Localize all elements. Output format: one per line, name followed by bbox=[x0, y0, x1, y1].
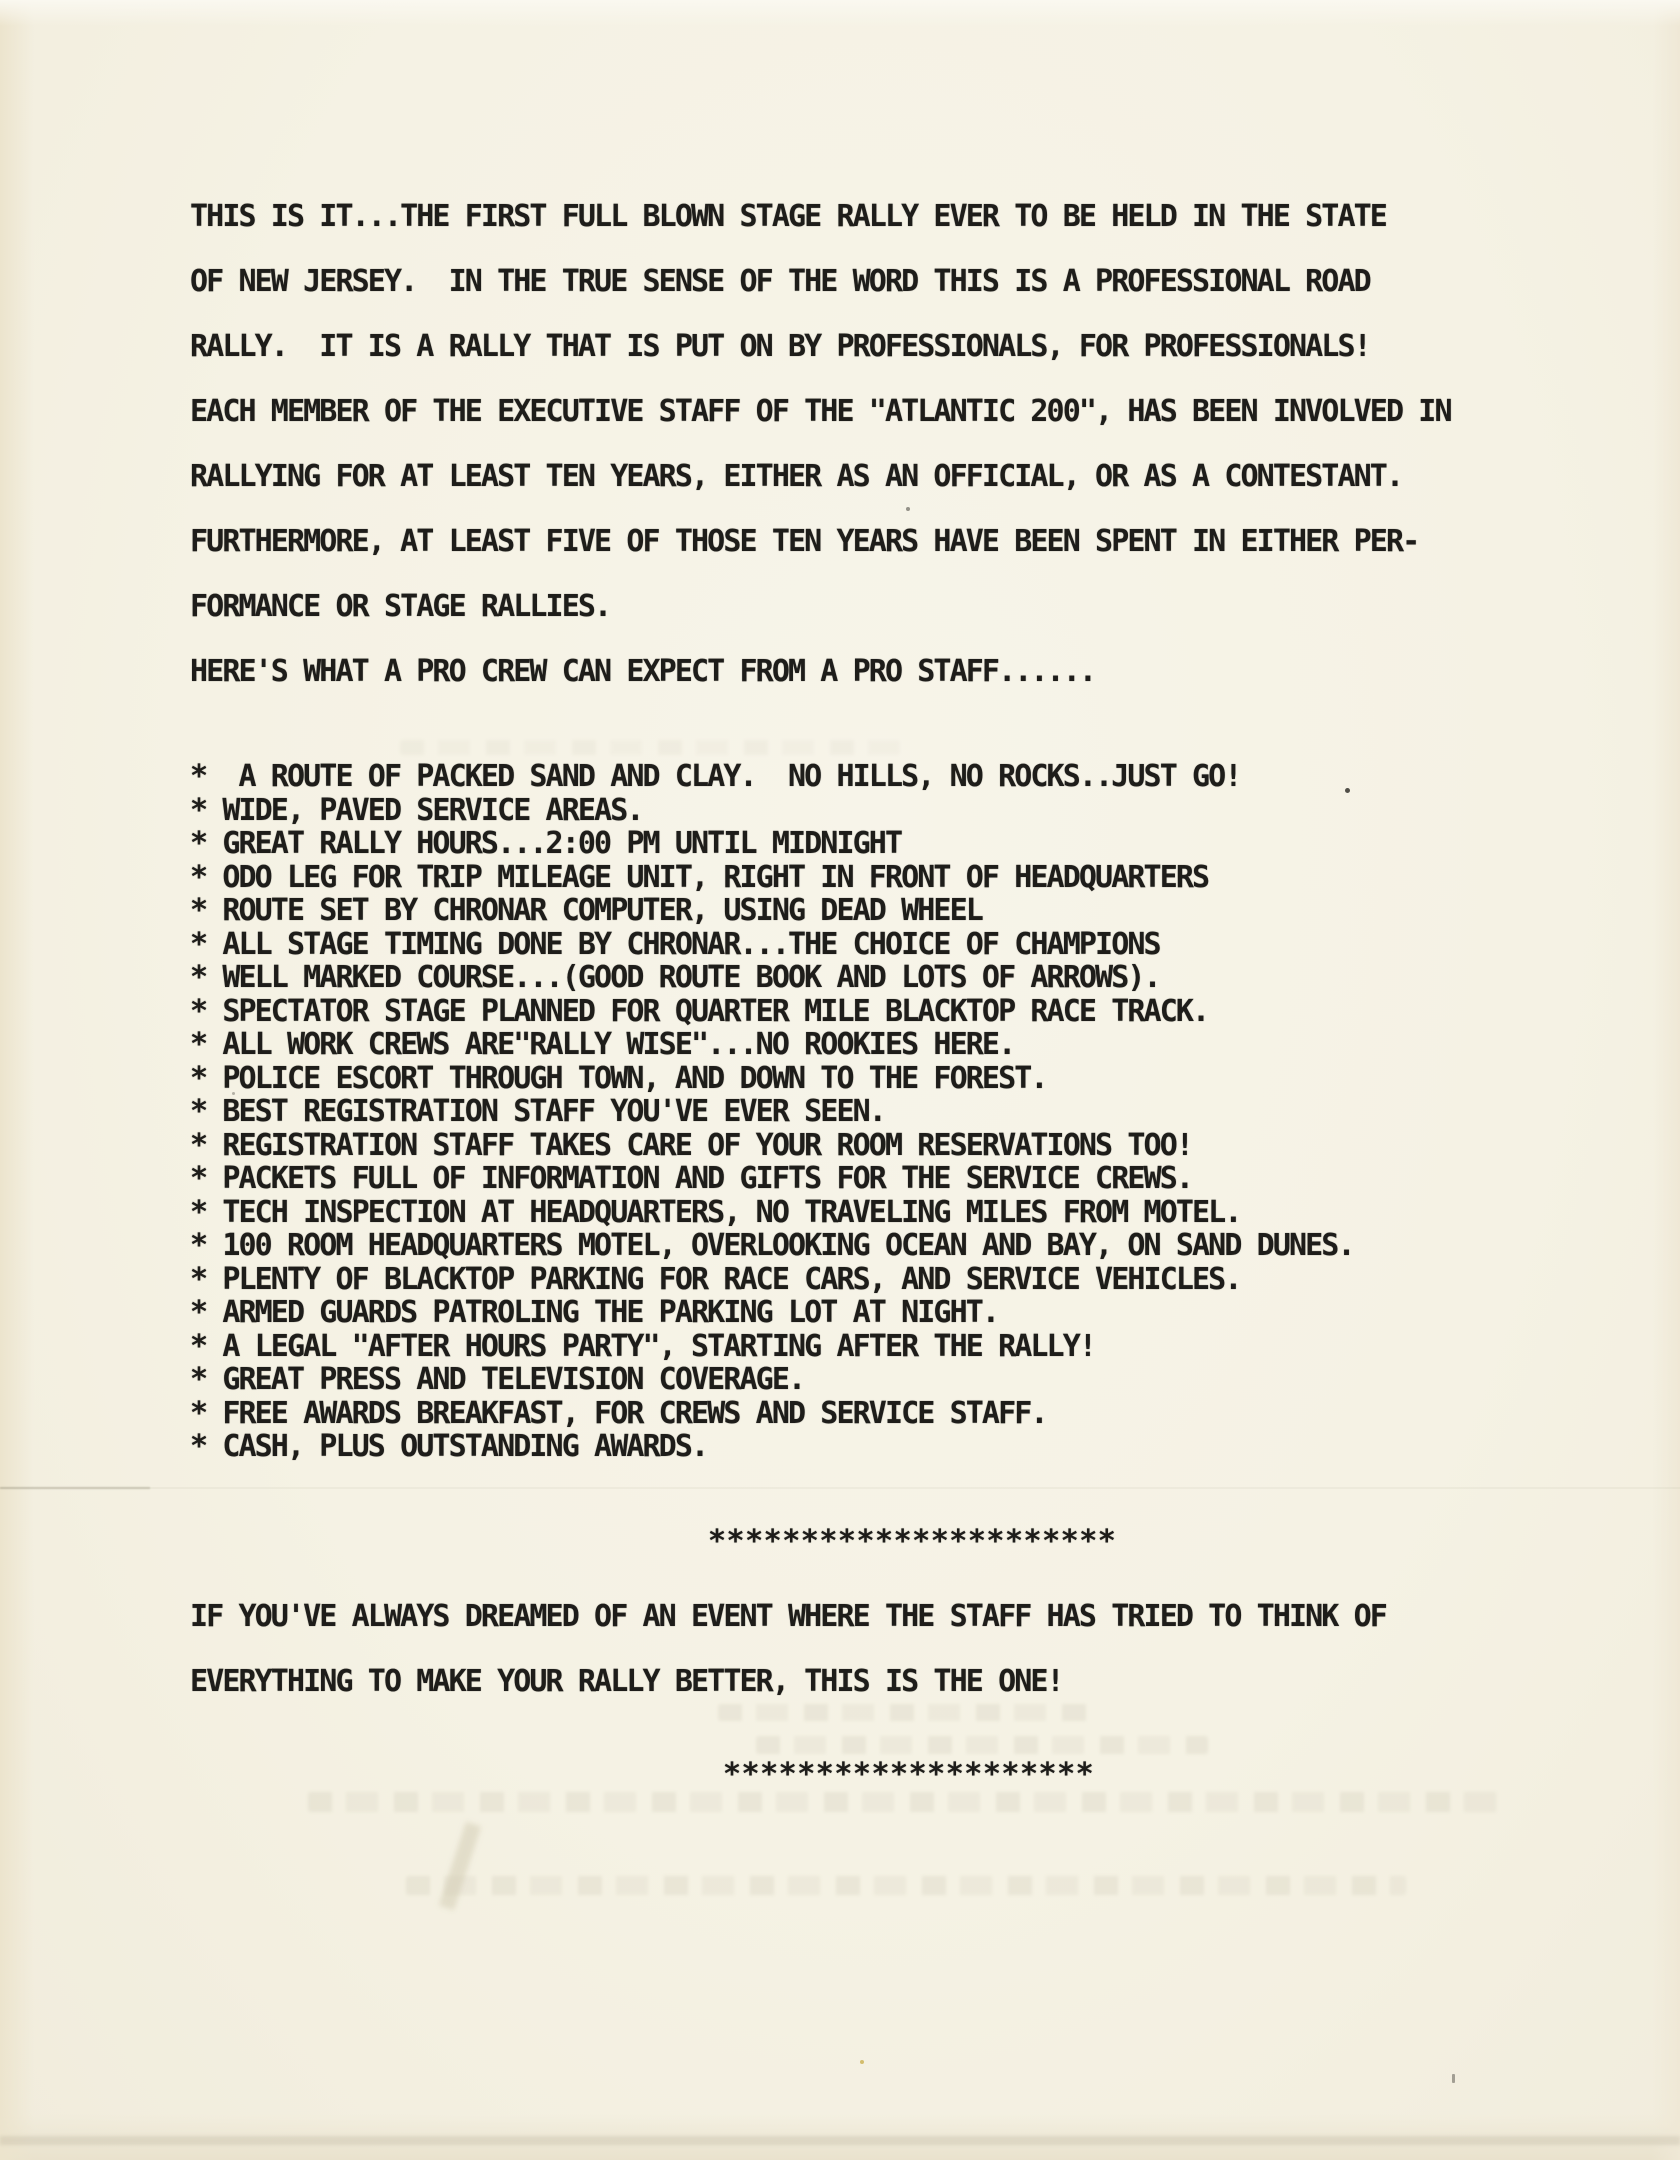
feature-list-item: * A LEGAL "AFTER HOURS PARTY", STARTING AFTER THE RALLY! bbox=[190, 1328, 1096, 1364]
paragraph-line: FURTHERMORE, AT LEAST FIVE OF THOSE TEN YEARS HAVE BEEN SPENT IN EITHER PER- bbox=[190, 524, 1419, 559]
feature-list-item: * ODO LEG FOR TRIP MILEAGE UNIT, RIGHT IN FRONT OF HEADQUARTERS bbox=[190, 859, 1209, 895]
paragraph-line: OF NEW JERSEY. IN THE TRUE SENSE OF THE WORD THIS IS A PROFESSIONAL ROAD bbox=[190, 264, 1370, 299]
feature-list-item: * ALL WORK CREWS ARE"RALLY WISE"...NO ROOKIES HERE. bbox=[190, 1027, 1015, 1062]
paper-crease bbox=[0, 1487, 1680, 1489]
feature-list-item: * BEST REGISTRATION STAFF YOU'VE EVER SEEN. bbox=[190, 1094, 885, 1129]
feature-list-item: * GREAT PRESS AND TELEVISION COVERAGE. bbox=[190, 1362, 805, 1397]
typewritten-content bbox=[190, 184, 1590, 1792]
feature-list-item: * ALL STAGE TIMING DONE BY CHRONAR...THE CHOICE OF CHAMPIONS bbox=[190, 926, 1160, 962]
paragraph-line: EVERYTHING TO MAKE YOUR RALLY BETTER, THIS IS THE ONE! bbox=[190, 1664, 1063, 1699]
bleedthrough-text-faint bbox=[718, 1704, 1090, 1721]
feature-list-item: * PLENTY OF BLACKTOP PARKING FOR RACE CARS, AND SERVICE VEHICLES. bbox=[190, 1261, 1241, 1297]
feature-list-item: * SPECTATOR STAGE PLANNED FOR QUARTER MILE BLACKTOP RACE TRACK. bbox=[190, 993, 1209, 1029]
paragraph-line: EACH MEMBER OF THE EXECUTIVE STAFF OF THE "ATLANTIC 200", HAS BEEN INVOLVED IN bbox=[190, 394, 1451, 429]
feature-list-item: * A ROUTE OF PACKED SAND AND CLAY. NO HILLS, NO ROCKS..JUST GO! bbox=[190, 759, 1241, 794]
scan-edge-shadow bbox=[0, 2136, 1680, 2145]
intro-paragraph bbox=[190, 184, 1590, 704]
feature-list-item: * TECH INSPECTION AT HEADQUARTERS, NO TRAVELING MILES FROM MOTEL. bbox=[190, 1194, 1241, 1230]
feature-list-item: * ROUTE SET BY CHRONAR COMPUTER, USING DEAD WHEEL bbox=[190, 893, 982, 928]
feature-list-item: * WELL MARKED COURSE...(GOOD ROUTE BOOK AND LOTS OF ARROWS). bbox=[190, 960, 1160, 995]
feature-list-item: * POLICE ESCORT THROUGH TOWN, AND DOWN TO THE FOREST. bbox=[190, 1060, 1047, 1096]
paper-speck bbox=[232, 1092, 235, 1095]
feature-list-item: * WIDE, PAVED SERVICE AREAS. bbox=[190, 792, 643, 828]
paper-speck bbox=[860, 2060, 864, 2064]
paper-speck bbox=[1345, 788, 1350, 793]
bleedthrough-text-faint bbox=[308, 1792, 1504, 1812]
paragraph-line: RALLY. IT IS A RALLY THAT IS PUT ON BY PROFESSIONALS, FOR PROFESSIONALS! bbox=[190, 329, 1370, 364]
separator-asterisks-top: ********************** bbox=[708, 1523, 1117, 1559]
feature-list bbox=[190, 760, 1590, 1464]
feature-list-item: * FREE AWARDS BREAKFAST, FOR CREWS AND SERVICE STAFF. bbox=[190, 1395, 1047, 1431]
feature-list-item: * PACKETS FULL OF INFORMATION AND GIFTS FOR THE SERVICE CREWS. bbox=[190, 1161, 1193, 1196]
paragraph-line: RALLYING FOR AT LEAST TEN YEARS, EITHER AS AN OFFICIAL, OR AS A CONTESTANT. bbox=[190, 459, 1403, 494]
bleedthrough-text-faint bbox=[756, 1736, 1208, 1754]
bleedthrough-text-faint bbox=[406, 1876, 1406, 1895]
paragraph-line: IF YOU'VE ALWAYS DREAMED OF AN EVENT WHERE THE STAFF HAS TRIED TO THINK OF bbox=[190, 1599, 1386, 1634]
paper-smudge bbox=[439, 1822, 481, 1911]
feature-list-item: * 100 ROOM HEADQUARTERS MOTEL, OVERLOOKING OCEAN AND BAY, ON SAND DUNES. bbox=[190, 1228, 1354, 1263]
closing-paragraph bbox=[190, 1584, 1590, 1714]
feature-list-item: * ARMED GUARDS PATROLING THE PARKING LOT AT NIGHT. bbox=[190, 1295, 999, 1330]
feature-list-item: * CASH, PLUS OUTSTANDING AWARDS. bbox=[190, 1429, 708, 1464]
paper-speck bbox=[1452, 2074, 1455, 2083]
paragraph-line: HERE'S WHAT A PRO CREW CAN EXPECT FROM A PRO STAFF...... bbox=[190, 654, 1096, 689]
feature-list-item: * GREAT RALLY HOURS...2:00 PM UNTIL MIDNIGHT bbox=[190, 826, 902, 861]
bleedthrough-text-faint bbox=[400, 740, 900, 755]
paragraph-line: FORMANCE OR STAGE RALLIES. bbox=[190, 589, 611, 624]
feature-list-item: * REGISTRATION STAFF TAKES CARE OF YOUR ROOM RESERVATIONS TOO! bbox=[190, 1127, 1193, 1163]
paragraph-line: THIS IS IT...THE FIRST FULL BLOWN STAGE RALLY EVER TO BE HELD IN THE STATE bbox=[190, 199, 1386, 234]
paper-speck bbox=[906, 507, 910, 511]
separator-asterisks-bottom: ******************** bbox=[723, 1757, 1095, 1792]
